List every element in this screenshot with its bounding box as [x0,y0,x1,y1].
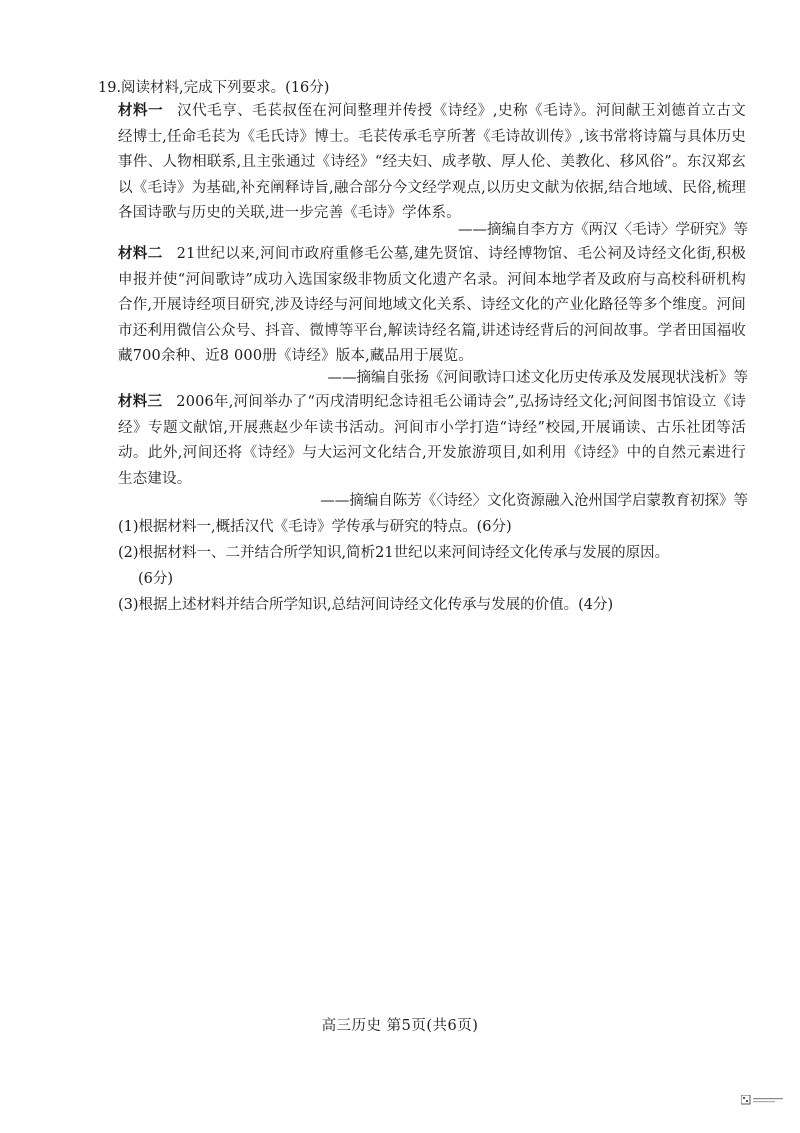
material-3 [118,389,746,492]
material-2-source: ——摘编自张扬《河间歌诗口述文化历史传承及发展现状浅析》等 [327,370,748,386]
material-3-text: 2006年,河间举办了“丙戌清明纪念诗祖毛公诵诗会”,弘扬诗经文化;河间图书馆设立《诗经》专题文献馆,开展燕赵少年读书活动。河间市小学打造“诗经”校园,开展诵读、古乐社团等活动。此外,河间还将《诗经》与大运河文化结合,开发旅游项目,如利用《诗经》中的自然元素进行生态建设。 [118,394,746,487]
material-2-label: 材料二 [118,245,163,262]
material-2-text: 21世纪以来,河间市政府重修毛公墓,建先贤馆、诗经博物馆、毛公祠及诗经文化街,积极申报并使“河间歌诗”成功入选国家级非物质文化遗产名录。河间本地学者及政府与高校科研机构合作,开展诗经项目研究,涉及诗经与河间地域文化关系、诗经文化的产业化路径等多个维度。河间市还利用微信公众号、抖音、微博等平台,解读诗经名篇,讲述诗经背后的河间故事。学者田国福收藏700余种、近8 000册《诗经》版本,藏品用于展览。 [118,246,746,365]
sub-question-1: (1)根据材料一,概括汉代《毛诗》学传承与研究的特点。(6分) [118,519,512,535]
sub-question-2: (2)根据材料一、二并结合所学知识,简析21世纪以来河间诗经文化传承与发展的原因。 [118,545,670,561]
page-footer: 高三历史 第5页(共6页) [321,1018,479,1034]
material-3-label: 材料三 [118,393,163,410]
material-1-label: 材料一 [118,102,164,119]
question-title: 19.阅读材料,完成下列要求。(16分) [98,80,330,96]
sub-question-2-points: (6分) [138,571,174,587]
material-3-source: ——摘编自陈芳《〈诗经〉文化资源融入沧州国学启蒙教育初探》等 [320,493,748,509]
sub-question-3: (3)根据上述材料并结合所学知识,总结河间诗经文化传承与发展的价值。(4分) [118,597,614,613]
material-1-text: 汉代毛亨、毛苌叔侄在河间整理并传授《诗经》,史称《毛诗》。河间献王刘德首立古文经博士,任命毛苌为《毛氏诗》博士。毛苌传承毛亨所著《毛诗故训传》,该书常将诗篇与具体历史事件、人物相联系,且主张通过《诗经》“经夫妇、成孝敬、厚人伦、美教化、移风俗”。东汉郑玄以《毛诗》为基础,补充阐释诗旨,融合部分今文经学观点,以历史文献为依据,结合地域、民俗,梳理各国诗歌与历史的关联,进一步完善《毛诗》学体系。 [118,103,746,222]
material-1 [118,98,746,227]
scanner-watermark-icon [741,1095,787,1105]
material-2 [118,241,746,370]
material-1-source: ——摘编自李方方《两汉〈毛诗〉学研究》等 [458,222,748,238]
